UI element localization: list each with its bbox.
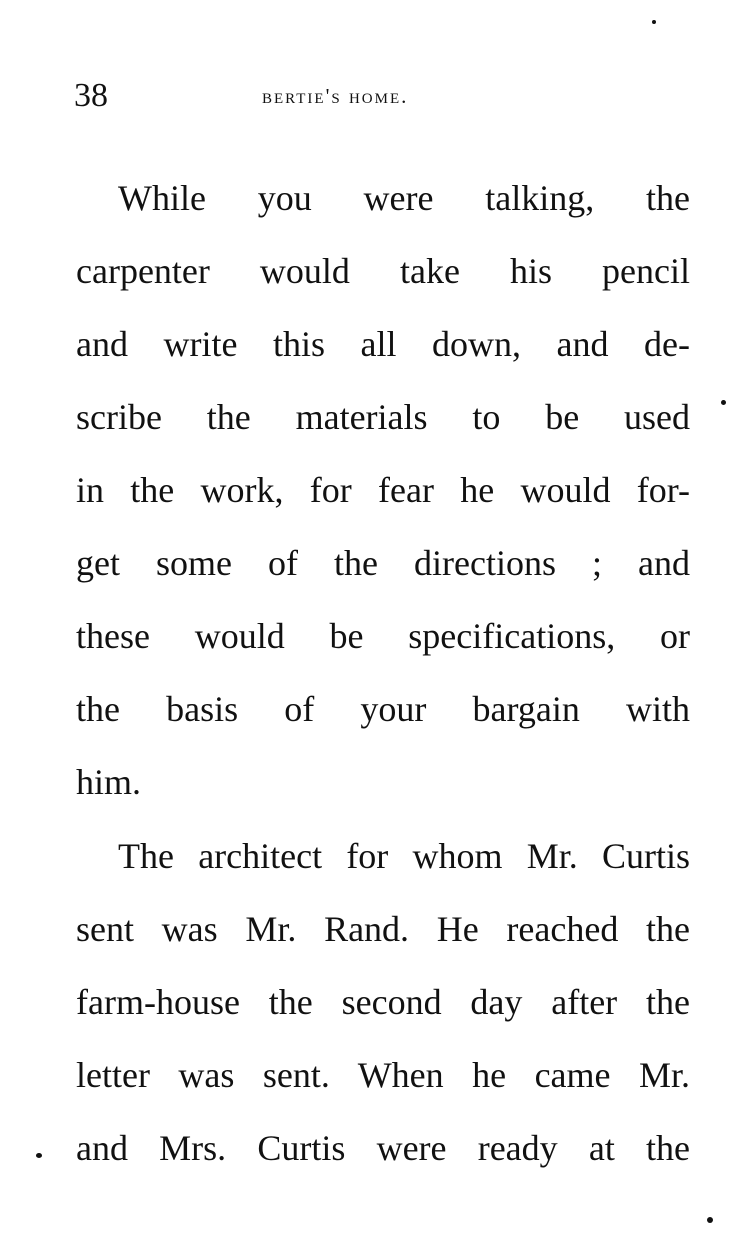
print-speck <box>721 400 726 405</box>
running-title: bertie's home. <box>262 84 409 108</box>
text-line: farm-house the second day after the <box>76 982 690 1022</box>
text-line: get some of the directions ; and <box>76 543 690 583</box>
print-speck <box>707 1217 713 1223</box>
print-speck <box>36 1153 42 1158</box>
text-line: carpenter would take his pencil <box>76 251 690 291</box>
text-line: While you were talking, the <box>118 178 690 218</box>
text-line: letter was sent. When he came Mr. <box>76 1055 690 1095</box>
text-line: these would be specifications, or <box>76 616 690 656</box>
print-speck <box>652 20 656 24</box>
text-line: scribe the materials to be used <box>76 397 690 437</box>
text-line: the basis of your bargain with <box>76 689 690 729</box>
page-number: 38 <box>74 77 108 114</box>
text-line: and Mrs. Curtis were ready at the <box>76 1128 690 1168</box>
text-line: him. <box>76 762 142 802</box>
text-line: The architect for whom Mr. Curtis <box>118 836 690 876</box>
text-line: in the work, for fear he would for- <box>76 470 690 510</box>
text-line: and write this all down, and de- <box>76 324 690 364</box>
text-line: sent was Mr. Rand. He reached the <box>76 909 690 949</box>
